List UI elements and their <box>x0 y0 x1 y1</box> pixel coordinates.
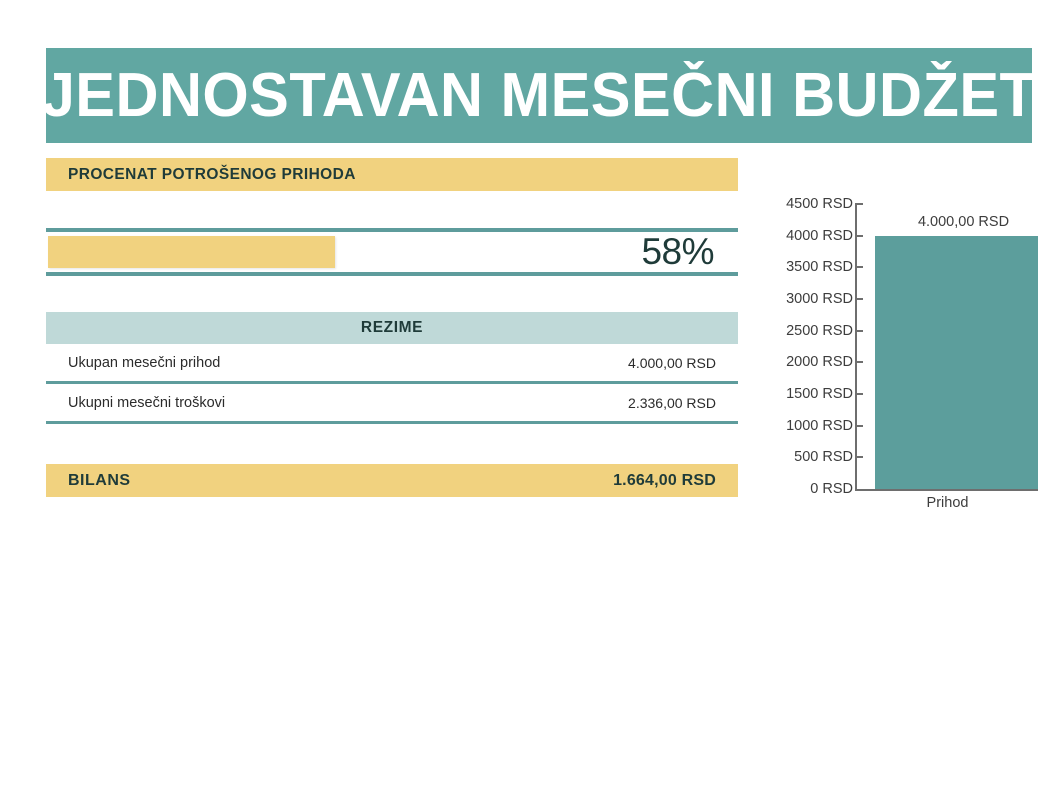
chart-y-tick-mark <box>855 203 863 205</box>
chart-y-axis-labels <box>770 190 853 497</box>
chart-plot-area <box>857 204 1038 489</box>
progress-rule-top <box>46 228 738 232</box>
chart-y-tick-label: 2500 RSD <box>786 322 853 339</box>
summary-table-header-label: REZIME <box>360 319 424 336</box>
summary-row-label: Ukupan mesečni prihod <box>68 354 221 371</box>
percent-spent-progress <box>46 228 738 276</box>
chart-y-tick-label: 3000 RSD <box>786 291 853 307</box>
progress-fill <box>48 236 335 268</box>
chart-y-tick-mark <box>855 393 863 395</box>
chart-x-axis-line <box>855 489 1038 491</box>
chart-y-tick-label: 2000 RSD <box>786 354 853 371</box>
chart-y-tick-mark <box>855 361 863 363</box>
balance-bar <box>46 464 738 497</box>
table-row <box>46 344 738 384</box>
chart-y-tick-mark <box>855 266 863 268</box>
summary-row-value: 2.336,00 RSD <box>628 394 716 411</box>
chart-y-tick-label: 1000 RSD <box>786 417 853 434</box>
summary-row-value: 4.000,00 RSD <box>628 354 716 371</box>
progress-track <box>48 236 736 268</box>
chart-y-tick-label: 0 RSD <box>810 481 853 497</box>
chart-y-tick-mark <box>855 330 863 332</box>
chart-y-tick-mark <box>855 456 863 458</box>
chart-y-tick-label: 500 RSD <box>794 449 853 466</box>
chart-y-tick-mark <box>855 298 863 300</box>
chart-x-axis-category-label: Prihod <box>926 495 969 511</box>
chart-bar-data-label: 4.000,00 RSD <box>917 213 1010 230</box>
progress-rule-bottom <box>46 272 738 276</box>
chart-y-tick-mark <box>855 235 863 237</box>
summary-table <box>46 312 738 424</box>
percent-section-header <box>46 158 738 191</box>
table-row <box>46 384 738 424</box>
chart-y-tick-label: 1500 RSD <box>786 386 853 402</box>
chart-bar-prihod <box>875 236 1038 489</box>
chart-y-tick-label: 4000 RSD <box>786 227 853 244</box>
summary-table-header <box>46 312 738 344</box>
percent-value-label: 58% <box>641 231 714 272</box>
balance-label: BILANS <box>68 471 131 489</box>
chart-y-tick-label: 4500 RSD <box>786 196 853 212</box>
balance-value: 1.664,00 RSD <box>613 471 716 489</box>
title-banner <box>41 48 1037 143</box>
chart-y-tick-label: 3500 RSD <box>786 259 853 276</box>
page-title: JEDNOSTAVAN MESEČNI BUDŽET <box>41 60 1037 130</box>
percent-section-header-label: PROCENAT POTROŠENOG PRIHODA <box>68 165 356 183</box>
chart-y-tick-mark <box>855 425 863 427</box>
summary-row-label: Ukupni mesečni troškovi <box>68 394 226 411</box>
income-bar-chart <box>770 190 1038 520</box>
